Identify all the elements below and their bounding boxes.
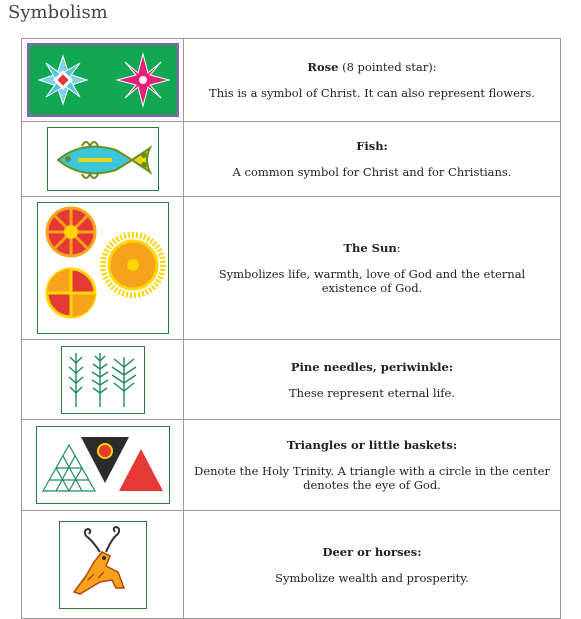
sun-icon (37, 202, 169, 334)
image-cell (22, 39, 184, 122)
row-title: Fish: (356, 139, 388, 153)
pine-needles-icon (61, 346, 145, 414)
row-description: These represent eternal life. (288, 385, 455, 400)
text-cell (184, 511, 561, 619)
table-row (22, 197, 561, 340)
table-row (22, 39, 561, 122)
row-description: Denote the Holy Trinity. A triangle with a circle in the center denotes the eye of God. (194, 464, 550, 492)
row-description: Symbolizes life, warmth, love of God and the eternal existence of God. (218, 267, 526, 295)
table-row (22, 122, 561, 197)
text-cell (184, 420, 561, 511)
table-row (22, 340, 561, 420)
row-description: A common symbol for Christ and for Christians. (232, 165, 512, 179)
image-cell (22, 197, 184, 340)
row-title: Deer or horses: (322, 544, 422, 559)
table-row (22, 420, 561, 511)
row-title-extra: : (396, 241, 401, 255)
symbolism-table (21, 38, 561, 619)
row-description: This is a symbol of Christ. It can also represent flowers. (209, 86, 535, 100)
deer-icon (59, 521, 147, 609)
row-title: Rose (307, 60, 339, 74)
text-cell (184, 122, 561, 197)
text-cell (184, 197, 561, 340)
image-cell (22, 511, 184, 619)
table-row (22, 511, 561, 619)
rose-star-icon (27, 43, 179, 117)
text-cell (184, 39, 561, 122)
row-title: Pine needles, periwinkle: (290, 359, 454, 374)
triangles-icon (36, 426, 170, 504)
fish-icon (47, 127, 159, 191)
image-cell (22, 340, 184, 420)
page-heading: Symbolism (8, 2, 108, 23)
row-title-extra: (8 pointed star): (338, 60, 437, 74)
text-cell (184, 340, 561, 420)
image-cell (22, 122, 184, 197)
row-title: The Sun (343, 241, 397, 255)
row-title: Triangles or little baskets: (286, 438, 458, 452)
image-cell (22, 420, 184, 511)
row-description: Symbolize wealth and prosperity. (275, 570, 469, 585)
